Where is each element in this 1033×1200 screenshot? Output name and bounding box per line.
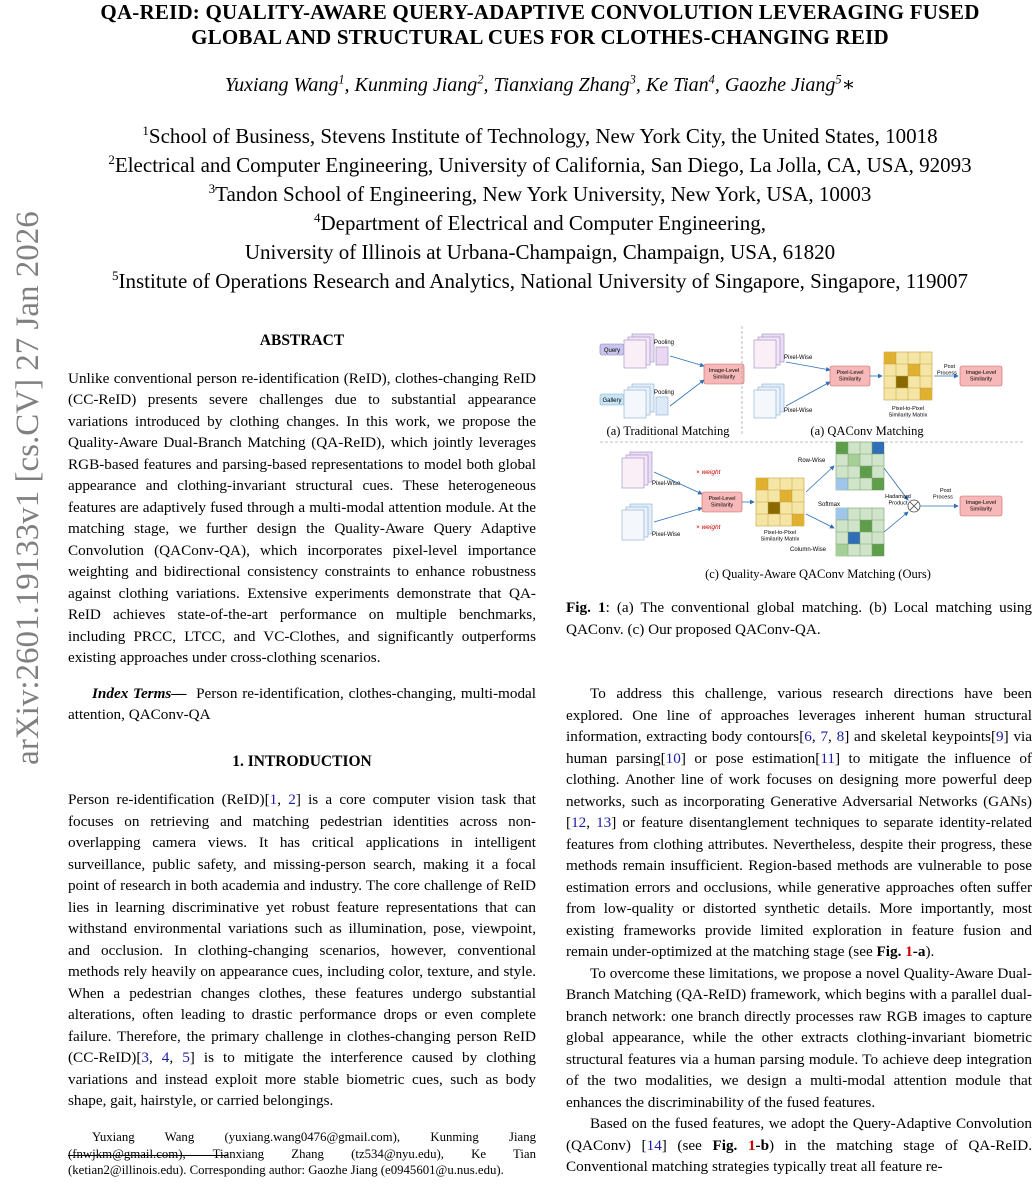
author: Yuxiang Wang$^1$, xyxy=(224,72,355,96)
intro-paragraph: Person re-identification (ReID)[1, 2] is a core computer vision task that focuses on retrieving and matching pedestrian identities across non-overlapping camera views. It has critical applications in intelligent surveillance, public safety, and missing-person search, making it a focal point of research in both academia and industry. The core challenge of ReID lies in learning discriminative yet robust feature representations that can withstand environmental variations such as illumination, pose, viewpoint, and occlusion. In clothing-changing scenarios, however, conventional methods rely heavily on appearance cues, including color, texture, and style. When a pedestrian changes clothes, these features undergo substantial alterations, often leading to drastic performance drops or even complete failure. Therefore, the primary challenge in clothes-changing person ReID (CC-ReID)[3, 4, 5] is to mitigate the interference caused by clothing variations and instead exploit more stable biometric cues, such as body shape, gait, hairstyle, or carried belongings. xyxy=(68,791,537,1109)
footnote: Yuxiang Wang (yuxiang.wang0476@gmail.com), Kunming Jiang (fnwjkm@gmail.com), Tianxiang Zhang (tz534@nyu.edu), Ke Tian (ketian2@illinois.edu). Corresponding author: Gaozhe Jiang (e0945601@u.nus.edu). xyxy=(68,1130,536,1177)
svg-text:Pixel-Wise: Pixel-Wise xyxy=(652,481,681,487)
author: Gaozhe Jiang$^5$∗ xyxy=(724,72,856,96)
gallery-feature-stack xyxy=(624,384,654,418)
affiliation: $^5$Institute of Operations Research and Analytics, National University of Singapore, Singapore, 119007 xyxy=(111,268,969,293)
figure-caption: Fig. 1: (a) The conventional global matching. (b) Local matching using QAConv. (c) Our proposed QAConv-QA. xyxy=(566,599,1033,638)
citation-link[interactable]: 2 xyxy=(288,791,296,808)
svg-text:Pixel-to-PixelSimilarity Matri: Pixel-to-Pixel Similarity Matrix xyxy=(888,406,928,419)
caption-a: (a) Traditional Matching xyxy=(606,424,730,438)
similarity-matrix-b xyxy=(884,352,932,400)
hadamard-label: Hadamard Product xyxy=(885,494,911,507)
author: Tianxiang Zhang$^3$, xyxy=(493,72,646,96)
affiliation: $^4$Department of Electrical and Computer Engineering, xyxy=(313,210,767,235)
abstract-heading: ABSTRACT xyxy=(259,332,345,349)
figure-1 xyxy=(592,322,1032,584)
query-label: Query xyxy=(603,348,621,354)
pixel-wise-label: Pixel-Wise xyxy=(784,355,813,361)
author: Kunming Jiang$^2$, xyxy=(354,72,494,96)
citation-link[interactable]: 12 xyxy=(571,814,587,831)
affiliation: $^2$Electrical and Computer Engineering, University of California, San Diego, La Jolla, CA, USA, 92093 xyxy=(108,152,972,177)
citation-link[interactable]: 5 xyxy=(182,1049,190,1066)
pooling-label: Pooling xyxy=(654,390,675,396)
citation-link[interactable]: 8 xyxy=(836,728,845,745)
citation-link[interactable]: 3 xyxy=(141,1049,149,1066)
column-softmax-matrix xyxy=(836,508,884,556)
pixel-sim-label: Pixel-Level Similarity xyxy=(836,370,864,383)
affiliation: University of Illinois at Urbana-Champaign, Champaign, USA, 61820 xyxy=(244,240,836,264)
weight-label: × weight xyxy=(696,469,721,476)
figure-diagram xyxy=(592,322,1032,584)
panel-a xyxy=(600,334,744,418)
query-feature-stack xyxy=(624,334,654,368)
caption-b: (a) QAConv Matching xyxy=(810,424,924,438)
paragraph: To overcome these limitations, we propose a novel Quality-Aware Dual-Branch Matching (QA-ReID) framework, which begins with a parallel dual-branch network: one branch directly processes raw RGB images to capture global appearance, while the other extracts clothing-invariant biometric structural features via a human parsing module. To achieve deep integration of the two modalities, we design a multi-modal attention module that enhances the discriminability of the fused features. xyxy=(566,964,1032,1111)
svg-text:Image-LevelSimilarity: Image-Level Similarity xyxy=(965,370,997,383)
svg-text:Pixel-to-PixelSimilarity Matri: Pixel-to-Pixel Similarity Matrix xyxy=(760,530,800,543)
paragraph: Based on the fused features, we adopt the Query-Adaptive Convolution (QAConv) [14] (see Fig. 1-b) in the matching stage of QA-ReID. Conventional matching strategies typically treat all feature re- xyxy=(566,1115,1032,1175)
citation-link[interactable]: 13 xyxy=(596,814,612,831)
post-process-label: Post Process xyxy=(937,364,957,377)
caption-c: (c) Quality-Aware QAConv Matching (Ours) xyxy=(705,567,931,581)
row-softmax-matrix xyxy=(836,442,884,490)
weight-label: × weight xyxy=(696,524,721,531)
citation-link[interactable]: 6 xyxy=(804,728,812,745)
affiliations xyxy=(60,122,1020,296)
index-terms: Index Terms— Person re-identification, clothes-changing, multi-modal attention, QAConv-QA xyxy=(68,684,537,723)
column-wise-label: Column-Wise xyxy=(790,547,827,553)
similarity-matrix-c xyxy=(756,478,804,526)
pooling-label: Pooling xyxy=(654,340,675,346)
abstract-text: Unlike conventional person re-identification (ReID), clothes-changing ReID (CC-ReID) presents severe challenges due to substantial appearance variations introduced by clothing changes. In this work, we propose the Quality-Aware Dual-Branch Matching (QA-ReID), which jointly leverages RGB-based features and parsing-based representations to model both global appearance and clothing-invariant structural cues. These heterogeneous features are adaptively fused through a multi-modal attention module. At the matching stage, we further design the Quality-Aware Query Adaptive Convolution (QAConv-QA), which incorporates pixel-level importance weighting and bidirectional consistency constraints to enhance robustness against clothing variations. Extensive experiments demonstrate that QA-ReID achieves state-of-the-art performance on multiple benchmarks, including PRCC, LTCC, and VC-Clothes, and significantly outperforms existing approaches under cross-clothing scenarios. xyxy=(68,369,536,666)
paragraph: To address this challenge, various research directions have been explored. One line of approaches leverages inherent human structural information, extracting body contours[6, 7, 8] and skeletal keypoints[9] via human parsing[10] or pose estimation[11] to mitigate the influence of clothing. Another line of work focuses on designing more powerful deep networks, such as incorporating Generative Adversarial Networks (GANs)[12, 13] or feature disentanglement techniques to separate identity-related features from clothing attributes. Nevertheless, despite their progress, these methods remain insufficient. Region-based methods are vulnerable to pose estimation errors and occlusions, while generative approaches often suffer from low-quality or distorted synthetic details. More importantly, most existing frameworks provide limited exploration in feature fusion and remain under-optimized at the matching stage (see Fig. 1-a). xyxy=(566,685,1033,960)
right-column xyxy=(566,683,1032,1178)
citation-link[interactable]: 9 xyxy=(996,728,1004,745)
author-list xyxy=(60,72,1020,98)
panel-c xyxy=(622,442,1002,556)
softmax-label: Softmax xyxy=(818,502,841,508)
image-sim-label: Image-Level Similarity xyxy=(708,368,740,381)
title-line-1: QA-REID: QUALITY-AWARE QUERY-ADAPTIVE CONVOLUTION LEVERAGING FUSED xyxy=(100,0,980,24)
figure-ref[interactable]: Fig. 1-b xyxy=(712,1136,770,1154)
arxiv-identifier: arXiv:2601.19133v1 [cs.CV] 27 Jan 2026 xyxy=(10,211,46,765)
affiliation: $^3$Tandon School of Engineering, New York University, New York, USA, 10003 xyxy=(208,181,872,206)
paper-title xyxy=(60,0,1020,50)
citation-link[interactable]: 4 xyxy=(161,1049,170,1066)
svg-text:PostProcess: Post Process xyxy=(933,488,953,501)
figure-ref[interactable]: Fig. 1-a xyxy=(876,943,926,960)
svg-text:Pixel-LevelSimilarity: Pixel-Level Similarity xyxy=(708,496,736,509)
author: Ke Tian$^4$, xyxy=(645,72,725,96)
gallery-label: Gallery xyxy=(602,398,622,404)
citation-link[interactable]: 11 xyxy=(820,749,835,767)
citation-link[interactable]: 7 xyxy=(820,728,829,745)
title-line-2: GLOBAL AND STRUCTURAL CUES FOR CLOTHES-CHANGING REID xyxy=(191,25,889,49)
svg-text:Pixel-Wise: Pixel-Wise xyxy=(652,532,681,538)
pixel-wise-label: Pixel-Wise xyxy=(784,408,813,414)
intro-heading: 1. INTRODUCTION xyxy=(232,752,372,770)
citation-link[interactable]: 10 xyxy=(665,749,681,767)
affiliation: $^1$School of Business, Stevens Institute of Technology, New York City, the United States, 10018 xyxy=(142,123,938,148)
citation-link[interactable]: 14 xyxy=(646,1136,662,1154)
svg-text:Image-LevelSimilarity: Image-Level Similarity xyxy=(965,500,997,513)
row-wise-label: Row-Wise xyxy=(798,458,826,464)
panel-b xyxy=(754,334,1002,419)
left-column xyxy=(68,330,536,1112)
citation-link[interactable]: 1 xyxy=(269,791,278,808)
